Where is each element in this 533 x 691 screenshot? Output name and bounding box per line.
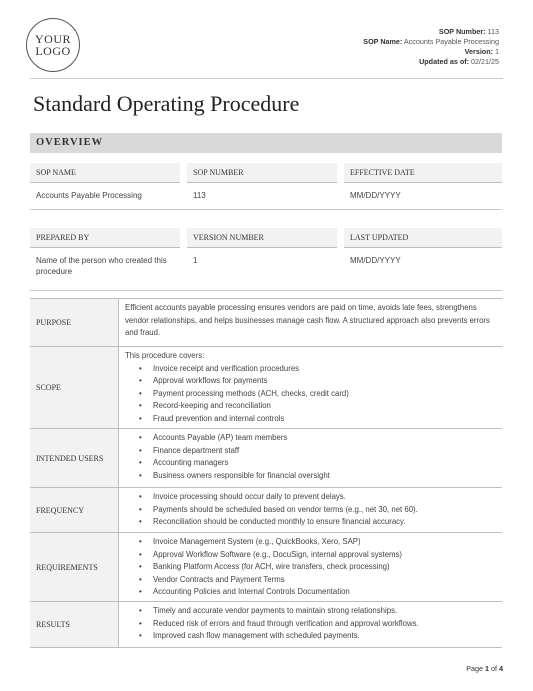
version-number-header: VERSION NUMBER xyxy=(187,228,337,248)
list-item: • Accounting managers xyxy=(125,457,496,470)
list-item: • Invoice receipt and verification procedures xyxy=(125,363,496,376)
company-logo xyxy=(26,18,80,72)
header-divider xyxy=(30,78,503,79)
row1-divider xyxy=(30,209,502,210)
intended-users-label: INTENDED USERS xyxy=(30,429,119,487)
list-item: • Payments should be scheduled based on vendor terms (e.g., net 30, net 60). xyxy=(125,504,496,517)
list-item: • Timely and accurate vendor payments to maintain strong relationships. xyxy=(125,605,496,618)
prepared-by-header: PREPARED BY xyxy=(30,228,180,248)
list-item: • Approval workflows for payments xyxy=(125,375,496,388)
page-of: of xyxy=(491,664,497,673)
logo-line-2: LOGO xyxy=(35,44,71,58)
results-list xyxy=(125,605,496,643)
list-item: • Finance department staff xyxy=(125,445,496,458)
intended-users-list xyxy=(125,432,496,482)
last-updated-header: LAST UPDATED xyxy=(344,228,502,248)
requirements-content xyxy=(119,533,502,601)
last-updated-value: MM/DD/YYYY xyxy=(350,256,401,265)
page-label: Page xyxy=(466,664,483,673)
page-total: 4 xyxy=(499,664,503,673)
list-item: • Accounting Policies and Internal Controls Documentation xyxy=(125,586,496,599)
purpose-row xyxy=(30,299,502,347)
version-number-value: 1 xyxy=(193,256,198,265)
logo-line-1: YOUR xyxy=(34,32,71,46)
prepared-by-value: Name of the person who created this procedure xyxy=(36,256,167,276)
sop-name-value: Accounts Payable Processing xyxy=(36,191,142,200)
requirements-label: REQUIREMENTS xyxy=(30,533,119,601)
updated-label: Updated as of: xyxy=(419,57,470,66)
list-item: • Approval Workflow Software (e.g., DocuSign, internal approval systems) xyxy=(125,549,496,562)
overview-heading: OVERVIEW xyxy=(30,133,502,153)
sop-name-label: SOP Name: xyxy=(363,37,403,46)
scope-list xyxy=(125,363,496,426)
updated-value: 02/21/25 xyxy=(471,57,499,66)
requirements-row xyxy=(30,533,502,602)
sop-name-header: SOP NAME xyxy=(30,163,180,183)
sop-number-value: 113 xyxy=(487,27,499,36)
sop-name-line xyxy=(363,37,499,47)
requirements-list xyxy=(125,536,496,599)
effective-date-header: EFFECTIVE DATE xyxy=(344,163,502,183)
scope-label: SCOPE xyxy=(30,347,119,428)
frequency-list xyxy=(125,491,496,529)
purpose-content xyxy=(119,299,502,346)
list-item: • Vendor Contracts and Payment Terms xyxy=(125,574,496,587)
updated-line xyxy=(363,57,499,67)
purpose-text: Efficient accounts payable processing ensures vendors are paid on time, avoids late fees, strengthens vendor relationships, and helps businesses manage cash flow. A structured approach also prevents errors and fraud. xyxy=(125,303,490,337)
sop-number-cell: 113 xyxy=(193,191,206,200)
page-title: Standard Operating Procedure xyxy=(33,91,300,116)
effective-date-value: MM/DD/YYYY xyxy=(350,191,401,200)
list-item: • Improved cash flow management with scheduled payments. xyxy=(125,630,496,643)
frequency-label: FREQUENCY xyxy=(30,488,119,532)
list-item: • Business owners responsible for financial oversight xyxy=(125,470,496,483)
scope-row xyxy=(30,347,502,429)
results-row xyxy=(30,602,502,648)
list-item: • Reconciliation should be conducted monthly to ensure financial accuracy. xyxy=(125,516,496,529)
results-content xyxy=(119,602,502,647)
list-item: • Invoice processing should occur daily to prevent delays. xyxy=(125,491,496,504)
row2-divider xyxy=(30,290,502,291)
version-line xyxy=(363,47,499,57)
frequency-row xyxy=(30,488,502,533)
intended-users-content xyxy=(119,429,502,487)
sections-table xyxy=(30,298,502,640)
sop-number-line xyxy=(363,27,499,37)
results-label: RESULTS xyxy=(30,602,119,647)
list-item: • Banking Platform Access (for ACH, wire transfers, check processing) xyxy=(125,561,496,574)
scope-content xyxy=(119,347,502,428)
scope-intro: This procedure covers: xyxy=(125,351,205,360)
intended-users-row xyxy=(30,429,502,488)
version-value: 1 xyxy=(495,47,499,56)
list-item: • Fraud prevention and internal controls xyxy=(125,413,496,426)
list-item: • Payment processing methods (ACH, checks, credit card) xyxy=(125,388,496,401)
sop-meta-block xyxy=(363,27,499,67)
page-current: 1 xyxy=(485,664,489,673)
list-item: • Reduced risk of errors and fraud through verification and approval workflows. xyxy=(125,618,496,631)
list-item: • Record-keeping and reconciliation xyxy=(125,400,496,413)
frequency-content xyxy=(119,488,502,532)
page-indicator xyxy=(466,664,503,673)
sop-number-header: SOP NUMBER xyxy=(187,163,337,183)
list-item: • Invoice Management System (e.g., QuickBooks, Xero, SAP) xyxy=(125,536,496,549)
sop-number-label: SOP Number: xyxy=(438,27,486,36)
list-item: • Accounts Payable (AP) team members xyxy=(125,432,496,445)
purpose-label: PURPOSE xyxy=(30,299,119,346)
version-label: Version: xyxy=(464,47,493,56)
sop-name-value: Accounts Payable Processing xyxy=(403,37,499,46)
